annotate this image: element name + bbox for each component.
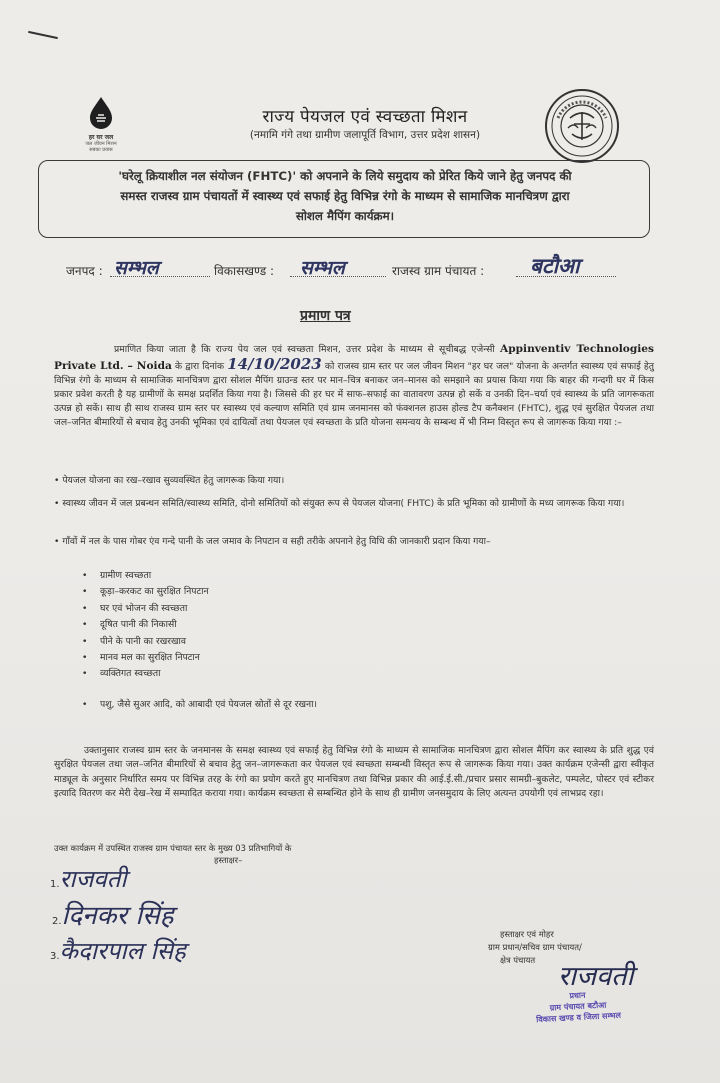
district-label: जनपद : [66, 264, 103, 278]
up-government-seal-icon [544, 88, 620, 164]
seal-line-3: विकास खण्ड व जिला सम्भल [536, 1010, 622, 1025]
list-item: • मानव मल का सुरक्षित निपटान [82, 651, 200, 663]
bullet-text-2: स्वास्थ्य जीवन में जल प्रबन्धन समिति/स्वास्थ्य समिति, दोनो समितियों को संयुक्त रूप से पेयजल योजना( FHTC) के प्रति भूमिका को ग्रामीणों के मध्य जागरूक किया गया। [62, 498, 625, 509]
bullet-point-3: • गाँवों में नल के पास गोबर एंव गन्दे पानी के जल जमाव के निपटान व सही तरीके अपनाने हेतु विधि की जानकारी प्रदान किया गया– [54, 536, 491, 547]
event-date: 14/10/2023 [227, 355, 322, 374]
logo-sub: जल जीवन मिशन [85, 141, 117, 147]
stamp-label-line-2: ग्राम प्रधान/सचिव ग्राम पंचायत/ [488, 942, 582, 952]
certificate-title: प्रमाण पत्र [300, 308, 351, 324]
banner-line-2: समस्त राजस्व ग्राम पंचायतों में स्वास्थ्य एवं सफाई हेतु विभिन्न रंगो के माध्यम से सामाजिक मानचित्रण द्वारा [120, 189, 570, 203]
participant-signature-2: 2.दिनकर सिंह [52, 901, 174, 931]
seal-line-1: प्रधान [569, 990, 586, 1001]
seal-line-2: ग्राम पंचायत बटौआ [549, 1000, 607, 1013]
paragraph-date-prefix: के द्वारा दिनांक [175, 361, 225, 373]
list-item: • ग्रामीण स्वच्छता [82, 570, 152, 581]
list-item: • दूषित पानी की निकासी [82, 619, 177, 631]
list-item: • घर एवं भोजन की स्वच्छता [82, 602, 188, 614]
paragraph-intro: प्रमाणित किया जाता है कि राज्य पेय जल एवं स्वच्छता मिशन, उत्तर प्रदेश के माध्यम से सूचीबद्ध एजेन्सी [114, 344, 495, 355]
participants-note-line-2: हस्ताक्षर– [214, 855, 243, 865]
agency-name: Appinventiv Technologies Private Ltd. – Noida [54, 343, 655, 373]
hygiene-topics-list [82, 568, 317, 713]
bullet-point-1: • पेयजल योजना का रख–रखाव सुव्यवस्थित हेतु जागरूक किया गया। [54, 475, 285, 486]
banner-line-3: सोशल मैपिंग कार्यक्रम। [295, 209, 395, 223]
bullet-text-3: गाँवों में नल के पास गोबर एंव गन्दे पानी के जल जमाव के निपटान व सही तरीके अपनाने हेतु विधि की जानकारी प्रदान किया गया– [62, 536, 491, 547]
certificate-paragraph [54, 342, 654, 431]
logo-text: हर घर जल [88, 134, 114, 141]
participant-signature-1: 1.राजवती [50, 865, 127, 893]
logo-sub-2: सबका प्रयास [89, 147, 113, 153]
stamp-label-line-3: क्षेत्र पंचायत [500, 955, 536, 965]
stamp-label-line-1: हस्ताक्षर एवं मोहर [500, 929, 554, 939]
banner-line-1: 'घरेलू क्रियाशील नल संयोजन (FHTC)' को अपनाने के लिये समुदाय को प्रेरित किये जाने हेतु जनपद की [118, 169, 572, 183]
bullet-text-1: पेयजल योजना का रख–रखाव सुव्यवस्थित हेतु जागरूक किया गया। [62, 475, 285, 486]
panchayat-label: राजस्व ग्राम पंचायत : [392, 264, 485, 278]
location-fields [0, 253, 720, 284]
list-item: • पीने के पानी का रखरखाव [82, 635, 186, 647]
pradhan-signature: राजवती [558, 961, 634, 992]
panchayat-value: बटौआ [530, 253, 580, 278]
har-ghar-jal-logo [72, 96, 130, 153]
bullet-point-2: • स्वास्थ्य जीवन में जल प्रबन्धन समिति/स्वास्थ्य समिति, दोनो समितियों को संयुक्त रूप से पेयजल योजना( FHTC) के प्रति भूमिका को ग्रामीणों के मध्य जागरूक किया गया। [54, 498, 625, 509]
list-item: • पशु, जैसे सुअर आदि, को आबादी एवं पेयजल स्रोतों से दूर रखना। [82, 698, 317, 710]
summary-paragraph [54, 744, 654, 802]
water-drop-icon [85, 96, 117, 130]
mission-title: राज्य पेयजल एवं स्वच्छता मिशन [262, 107, 468, 127]
paragraph-body: को राजस्व ग्राम स्तर पर जल जीवन मिशन "हर घर जल" योजना के अन्तर्गत स्वास्थ्य एवं सफाई हेतु विभिन्न रंगो के माध्यम से सामाजिक मानचित्रण द्वारा सोशल मैपिंग ग्राउन्ड स्तर पर मान–चित्र बनाकर जन–मानस को समझाने का प्रयास किया गया कि बाहर की गन्दगी घर में किस प्रकार प्रवेश करती है यह ग्रामीणों के समक्ष प्रदर्शित किया गया है। जिससे की हर घर में साफ–सफाई का वातावरण उत्पन्न हो सकें व उनकी दिन–चर्या एवं स्वास्थ्य के प्रति जागरूकता उत्पन्न हो सकें। साथ ही साथ राजस्व ग्राम स्तर पर स्वास्थ्य एवं कल्याण समिति एवं ग्राम जनमानस को फंक्शनल हाउस होल्ड टैप कनैक्शन (FHTC), शुद्ध एवं सुरक्षित पेयजल तथा जल–जनित बीमारियों से बचाव हेतु उनकी भूमिका एवं दायित्वों तथा पेयजल एवं स्वच्छता के प्रति योजना समन्वय के सम्बन्ध में भी निम्न विस्तृत रूप से जागरूक किया गया :– [54, 361, 655, 429]
block-value: सम्भल [300, 257, 345, 279]
department-subtitle: (नमामि गंगे तथा ग्रामीण जलापूर्ति विभाग, उत्तर प्रदेश शासन) [249, 129, 481, 141]
block-label: विकासखण्ड : [214, 264, 275, 278]
list-item: • कूड़ा–करकट का सुरक्षित निपटान [82, 586, 209, 598]
district-value: सम्भल [114, 257, 159, 279]
summary-text: उक्तानुसार राजस्व ग्राम स्तर के जनमानस के समक्ष स्वास्थ्य एवं सफाई हेतु विभिन्न रंगो के माध्यम से सामाजिक मानचित्रण द्वारा सोशल मैपिंग कर स्वास्थ्य के प्रति शुद्ध एवं सुरक्षित पेयजल तथा जल–जनित बीमारियों से बचाव हेतु जन–जागरूकता कर पेयजल एवं स्वच्छता सम्बन्धी विस्तृत रूप से जागरूक किया गया। उक्त कार्यक्रम एजेन्सी द्वारा स्वीकृत माड्यूल के अनुसार निर्धारित समय पर विभिन्न तरह के रंगो का प्रयोग करते हुए मानचित्रण तथा विभिन्न प्रकार की आई.ई.सी./प्रचार प्रसार सामग्री–बुकलेट, पम्पलेट, पोस्टर एवं स्टीकर इत्यादि वितरण कर मेरी देख–रेख में सम्पादित कराया गया। कार्यक्रम स्वच्छता से सम्बन्धित होने के साथ ही ग्रामीण जनसमुदाय के लिए अत्यन्त उपयोगी एवं लाभप्रद रहा। [54, 745, 654, 800]
participants-note-line-1: उक्त कार्यक्रम में उपस्थित राजस्व ग्राम पंचायत स्तर के मुख्य 03 प्रतिभागियों के [54, 843, 292, 853]
list-item: • व्यक्तिगत स्वच्छता [82, 668, 161, 680]
program-banner-text [50, 166, 640, 226]
participant-signature-3: 3.कैदारपाल सिंह [50, 937, 186, 965]
